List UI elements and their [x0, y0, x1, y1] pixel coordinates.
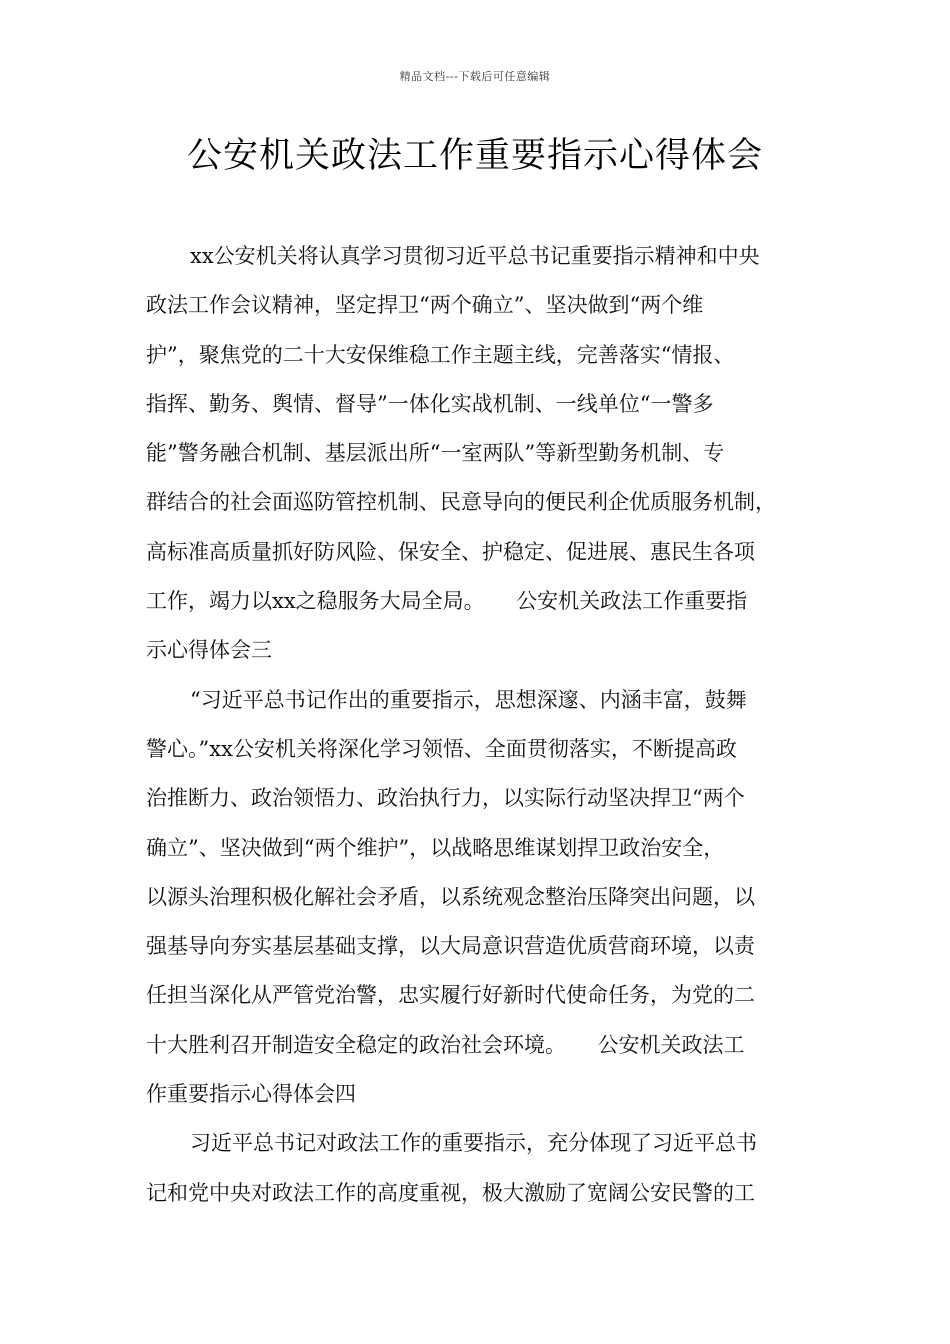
body-line: 十大胜利召开制造安全稳定的政治社会环境。 公安机关政法工 [146, 1032, 745, 1057]
body-line: 高标准高质量抓好防风险、保安全、护稳定、促进展、惠民生各项 [146, 539, 755, 564]
body-line: 作重要指示心得体会四 [146, 1082, 356, 1107]
body-line: 治推断力、政治领悟力、政治执行力，以实际行动坚决捍卫“两个 [146, 786, 745, 811]
document-body [146, 232, 836, 1218]
body-line: 政法工作会议精神，坚定捍卫“两个确立”、坚决做到“两个维 [146, 293, 704, 318]
body-line: 记和党中央对政法工作的高度重视，极大激励了宽阔公安民警的工 [146, 1180, 755, 1205]
body-line: 任担当深化从严管党治警，忠实履行好新时代使命任务，为党的二 [146, 983, 755, 1008]
header-note: 精品文档---下载后可任意编辑 [399, 70, 551, 83]
body-line: 工作，竭力以xx之稳服务大局全局。 公安机关政法工作重要指 [146, 589, 748, 614]
body-line: 确立”、坚决做到“两个维护”，以战略思维谋划捍卫政治安全， [146, 835, 725, 860]
body-line: 习近平总书记对政法工作的重要指示，充分体现了习近平总书 [190, 1131, 757, 1156]
document-title: 公安机关政法工作重要指示心得体会 [186, 136, 763, 176]
body-line: 以源头治理积极化解社会矛盾，以系统观念整治压降突出问题，以 [146, 884, 755, 909]
body-line: 群结合的社会面巡防管控机制、民意导向的便民利企优质服务机制， [146, 490, 776, 515]
body-line: 能”警务融合机制、基层派出所“一室两队”等新型勤务机制、专 [146, 441, 725, 466]
body-line: “习近平总书记作出的重要指示，思想深邃、内涵丰富，鼓舞 [190, 687, 747, 712]
body-line: xx公安机关将认真学习贯彻习近平总书记重要指示精神和中央 [190, 244, 760, 268]
body-line: 示心得体会三 [146, 638, 272, 663]
body-line: 护”，聚焦党的二十大安保维稳工作主题主线，完善落实“情报、 [146, 342, 735, 367]
body-line: 指挥、勤务、舆情、督导”一体化实战机制、一线单位“一警多 [146, 391, 714, 416]
body-line: 强基导向夯实基层基础支撑，以大局意识营造优质营商环境，以责 [146, 934, 755, 959]
body-line: 警心。”xx公安机关将深化学习领悟、全面贯彻落实，不断提高政 [146, 736, 737, 761]
